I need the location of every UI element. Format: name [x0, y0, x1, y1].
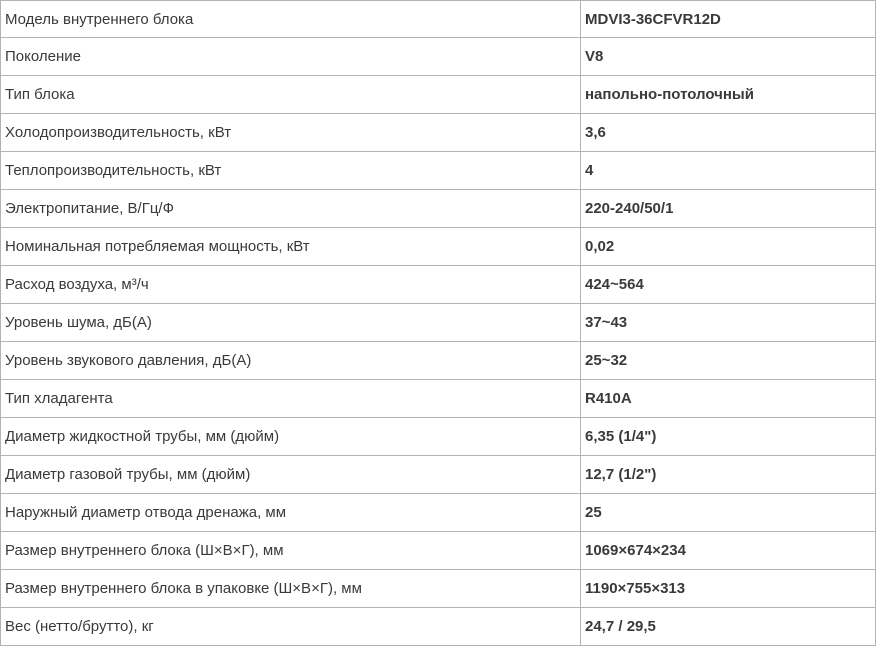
row-label: Диаметр жидкостной трубы, мм (дюйм)	[1, 418, 581, 456]
row-label: Вес (нетто/брутто), кг	[1, 608, 581, 646]
row-value: V8	[581, 38, 876, 76]
row-value: 0,02	[581, 228, 876, 266]
row-value: 3,6	[581, 114, 876, 152]
table-row	[1, 190, 876, 228]
row-label: Диаметр газовой трубы, мм (дюйм)	[1, 456, 581, 494]
row-label: Модель внутреннего блока	[1, 1, 581, 38]
row-value: 25	[581, 494, 876, 532]
row-value: 37~43	[581, 304, 876, 342]
row-value: MDVI3-36CFVR12D	[581, 1, 876, 38]
table-row	[1, 304, 876, 342]
table-row	[1, 608, 876, 646]
row-label: Расход воздуха, м³/ч	[1, 266, 581, 304]
row-value: 12,7 (1/2")	[581, 456, 876, 494]
table-row	[1, 380, 876, 418]
row-value: 424~564	[581, 266, 876, 304]
row-label: Уровень звукового давления, дБ(А)	[1, 342, 581, 380]
row-value: 1069×674×234	[581, 532, 876, 570]
row-label: Уровень шума, дБ(А)	[1, 304, 581, 342]
row-label: Размер внутреннего блока в упаковке (Ш×В×Г), мм	[1, 570, 581, 608]
table-row	[1, 152, 876, 190]
row-value: 220-240/50/1	[581, 190, 876, 228]
row-value: напольно-потолочный	[581, 76, 876, 114]
row-value: 6,35 (1/4")	[581, 418, 876, 456]
table-row	[1, 456, 876, 494]
table-row	[1, 494, 876, 532]
row-label: Электропитание, В/Гц/Ф	[1, 190, 581, 228]
row-value: R410A	[581, 380, 876, 418]
row-value: 25~32	[581, 342, 876, 380]
row-value: 24,7 / 29,5	[581, 608, 876, 646]
row-label: Тип блока	[1, 76, 581, 114]
table-row	[1, 266, 876, 304]
row-label: Тип хладагента	[1, 380, 581, 418]
row-value: 1190×755×313	[581, 570, 876, 608]
row-label: Теплопроизводительность, кВт	[1, 152, 581, 190]
table-row	[1, 76, 876, 114]
row-label: Наружный диаметр отвода дренажа, мм	[1, 494, 581, 532]
row-label: Размер внутреннего блока (Ш×В×Г), мм	[1, 532, 581, 570]
table-row	[1, 570, 876, 608]
row-value: 4	[581, 152, 876, 190]
table-row	[1, 38, 876, 76]
table-row	[1, 532, 876, 570]
row-label: Номинальная потребляемая мощность, кВт	[1, 228, 581, 266]
table-row	[1, 342, 876, 380]
table-row	[1, 228, 876, 266]
table-row	[1, 418, 876, 456]
table-row	[1, 114, 876, 152]
row-label: Холодопроизводительность, кВт	[1, 114, 581, 152]
row-label: Поколение	[1, 38, 581, 76]
table-row	[1, 1, 876, 38]
